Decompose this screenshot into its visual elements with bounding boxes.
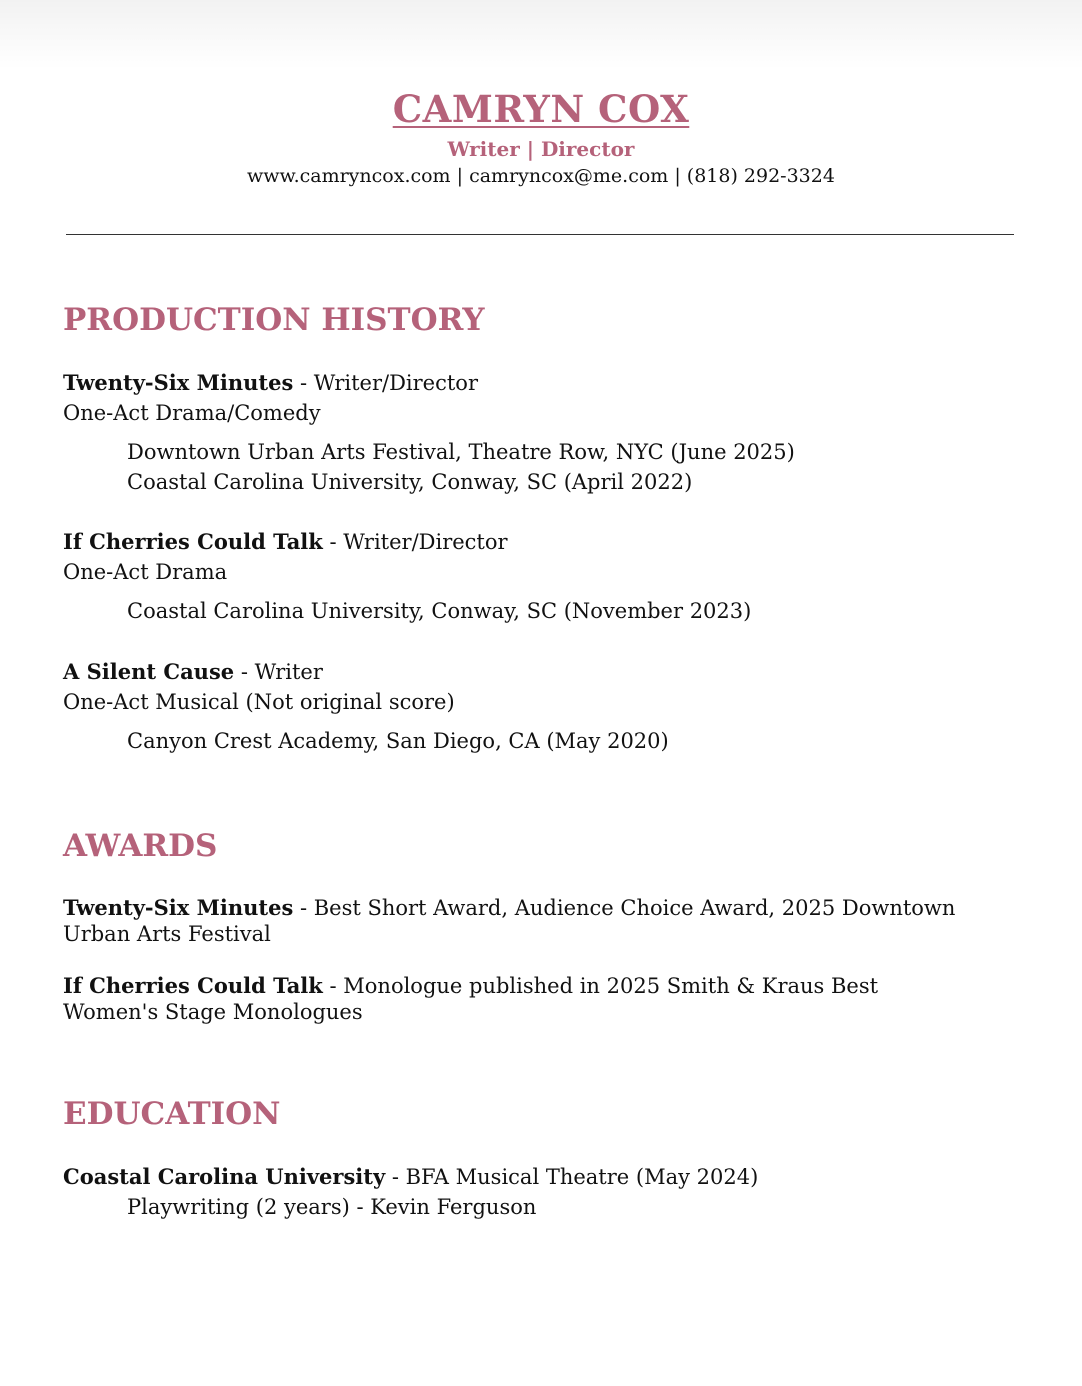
award-item bbox=[63, 973, 963, 1025]
production-item-role: - Writer/Director bbox=[322, 530, 508, 554]
production-item-genre: One-Act Drama bbox=[63, 560, 228, 584]
award-item bbox=[63, 895, 963, 947]
production-item-title: If Cherries Could Talk bbox=[63, 529, 323, 554]
contact-line bbox=[0, 162, 1082, 190]
award-item-text: - Best Short Award, Audience Choice Award, 2025 Downtown Urban Arts Festival bbox=[63, 896, 956, 946]
top-shadow bbox=[0, 0, 1082, 70]
production-venue: Downtown Urban Arts Festival, Theatre Row, NYC (June 2025) bbox=[127, 440, 795, 464]
education-item-heading bbox=[63, 1162, 758, 1192]
section-title-production: PRODUCTION HISTORY bbox=[63, 302, 485, 338]
phone-number[interactable]: (818) 292-3324 bbox=[686, 165, 835, 187]
production-item-role: - Writer bbox=[234, 660, 323, 684]
production-item-heading bbox=[63, 527, 508, 557]
production-item-heading bbox=[63, 368, 478, 398]
production-item-genre: One-Act Musical (Not original score) bbox=[63, 690, 455, 714]
header-divider bbox=[66, 234, 1014, 235]
production-item-role: - Writer/Director bbox=[293, 371, 478, 395]
production-venue: Coastal Carolina University, Conway, SC (April 2022) bbox=[127, 470, 693, 494]
candidate-name: CAMRYN COX bbox=[392, 87, 690, 131]
email-link[interactable]: camryncox@me.com bbox=[469, 165, 669, 187]
production-venue: Canyon Crest Academy, San Diego, CA (May 2020) bbox=[127, 729, 669, 753]
award-item-text: - Monologue published in 2025 Smith & Kraus Best Women's Stage Monologues bbox=[63, 974, 879, 1024]
production-item-genre: One-Act Drama/Comedy bbox=[63, 401, 321, 425]
award-item-title: Twenty-Six Minutes bbox=[63, 895, 294, 920]
contact-separator: | bbox=[668, 165, 687, 187]
education-school: Coastal Carolina University bbox=[63, 1164, 386, 1189]
contact-separator: | bbox=[450, 165, 470, 187]
production-item-title: Twenty-Six Minutes bbox=[63, 370, 294, 395]
award-item-title: If Cherries Could Talk bbox=[63, 973, 323, 998]
candidate-roles: Writer | Director bbox=[447, 137, 635, 161]
production-item-title: A Silent Cause bbox=[63, 659, 235, 684]
production-item-heading bbox=[63, 657, 323, 687]
section-title-awards: AWARDS bbox=[63, 828, 218, 864]
education-detail: Playwriting (2 years) - Kevin Ferguson bbox=[127, 1195, 537, 1219]
section-title-education: EDUCATION bbox=[63, 1096, 281, 1132]
production-venue: Coastal Carolina University, Conway, SC (November 2023) bbox=[127, 599, 752, 623]
resume-header bbox=[0, 86, 1082, 190]
education-degree: - BFA Musical Theatre (May 2024) bbox=[385, 1165, 759, 1189]
website-link[interactable]: www.camryncox.com bbox=[247, 165, 451, 187]
